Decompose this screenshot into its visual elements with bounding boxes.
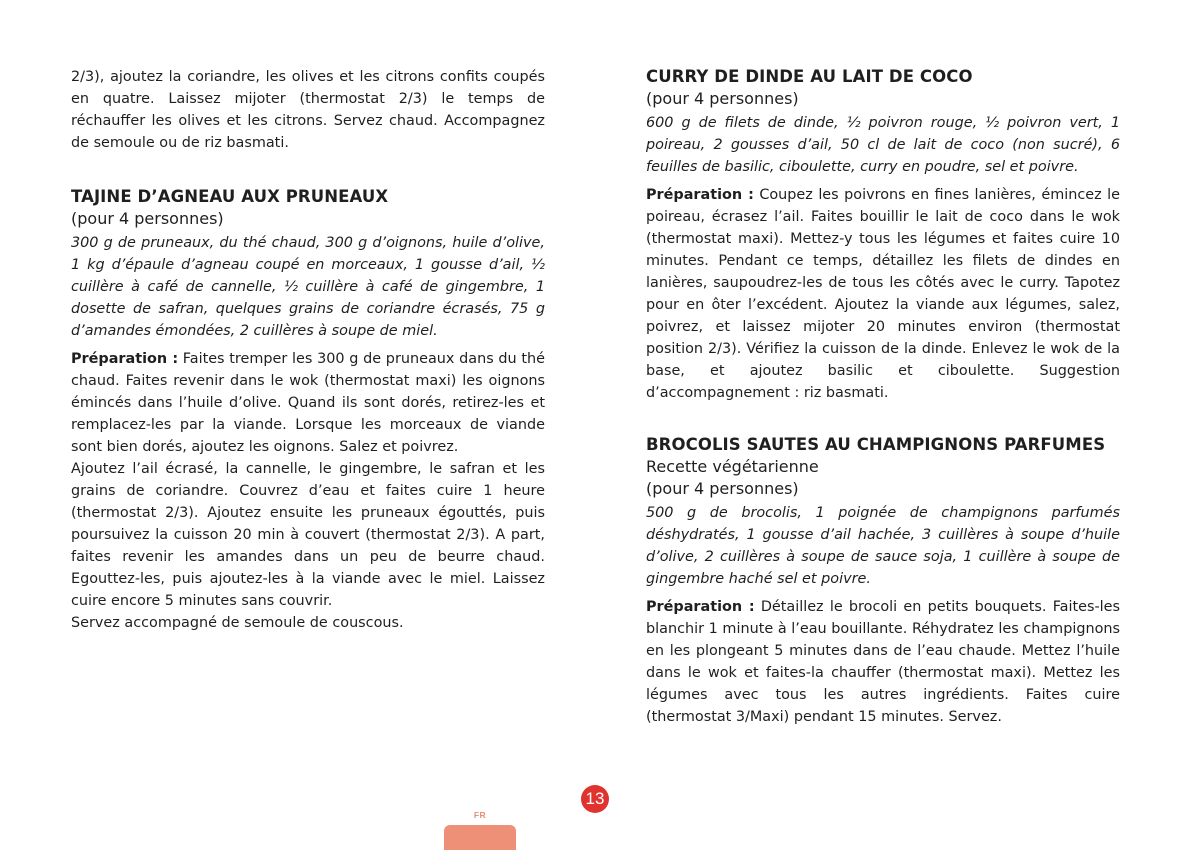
preparation-text: Coupez les poivrons en fines lanières, émincez le poireau, écrasez l’ail. Faites bouillir le lait de coco dans le wok (thermostat maxi). Mettez-y tous les légumes et faites cuire 10 minutes. Pendant ce temps, détaillez les filets de dindes en lanières, saupoudrez-les de tous les côtés avec le curry. Tapotez pour en ôter l’excédent. Ajoutez la viande aux légumes, salez, poivrez, et laissez mijoter 20 minutes environ (thermostat position 2/3). Vérifiez la cuisson de la dinde. Enlevez le wok de la base, et ajoutez basilic et ciboulette. Suggestion d’accompagnement : riz basmati. bbox=[646, 187, 1120, 401]
recipe-curry bbox=[646, 66, 1120, 404]
preparation-text: Détaillez le brocoli en petits bouquets. Faites-les blanchir 1 minute à l’eau bouillante. Réhydratez les champignons en les plongeant 5 minutes dans de l’eau chaude. Mettez l’huile dans le wok et faites-la chauffer (thermostat maxi). Mettez les légumes avec tous les autres ingrédients. Faites cuire (thermostat 3/Maxi) pendant 15 minutes. Servez. bbox=[646, 599, 1121, 725]
recipe-ingredients: 600 g de filets de dinde, ½ poivron rouge, ½ poivron vert, 1 poireau, 2 gousses d’ail, 50 cl de lait de coco (non sucré), 6 feuilles de basilic, ciboulette, curry en poudre, sel et poivre. bbox=[646, 115, 1120, 175]
preparation-label: Préparation : bbox=[646, 187, 754, 203]
recipe-title: BROCOLIS SAUTES AU CHAMPIGNONS PARFUMES bbox=[646, 435, 1106, 454]
recipe-ingredients: 500 g de brocolis, 1 poignée de champignons parfumés déshydratés, 1 gousse d’ail hachée, 3 cuillères à soupe d’huile d’olive, 2 cuillères à soupe de sauce soja, 1 cuillère à soupe de gingembre haché sel et poivre. bbox=[646, 505, 1120, 587]
recipe-title: CURRY DE DINDE AU LAIT DE COCO bbox=[646, 67, 973, 86]
preparation-label: Préparation : bbox=[71, 351, 179, 367]
right-column bbox=[646, 66, 1120, 758]
recipe-serving-note: Servez accompagné de semoule de couscous. bbox=[71, 615, 404, 631]
recipe-preparation bbox=[646, 184, 1120, 404]
left-column bbox=[71, 66, 545, 664]
recipe-ingredients: 300 g de pruneaux, du thé chaud, 300 g d’oignons, huile d’olive, 1 kg d’épaule d’agneau coupé en morceaux, 1 gousse d’ail, ½ cuillère à café de cannelle, ½ cuillère à café de gingembre, 1 dosette de safran, quelques grains de coriandre écrasés, 75 g d’amandes émondées, 2 cuillères à soupe de miel. bbox=[71, 235, 545, 339]
preparation-text: Faites tremper les 300 g de pruneaux dans du thé chaud. Faites revenir dans le wok (thermostat maxi) les oignons émincés dans l’huile d’olive. Quand ils sont dorés, retirez-les et remplacez-les par la viande. Lorsque les morceaux de viande sont bien dorés, ajoutez les oignons. Salez et poivrez. bbox=[71, 351, 545, 455]
preparation-label: Préparation : bbox=[646, 599, 755, 615]
recipe-preparation bbox=[646, 596, 1120, 728]
intro-paragraph: 2/3), ajoutez la coriandre, les olives et les citrons confits coupés en quatre. Laissez mijoter (thermostat 2/3) le temps de réchauffer les olives et les citrons. Servez chaud. Accompagnez de semoule ou de riz basmati. bbox=[71, 69, 545, 151]
language-tab bbox=[444, 825, 516, 850]
recipe-brocolis bbox=[646, 434, 1120, 728]
recipe-title: TAJINE D’AGNEAU AUX PRUNEAUX bbox=[71, 187, 389, 206]
language-label: FR bbox=[473, 810, 487, 820]
recipe-servings: (pour 4 personnes) bbox=[646, 479, 799, 498]
recipe-subtitle: Recette végétarienne bbox=[646, 457, 819, 476]
recipe-preparation-continued: Ajoutez l’ail écrasé, la cannelle, le gingembre, le safran et les grains de coriandre. Couvrez d’eau et faites cuire 1 heure (thermostat 2/3). Ajoutez ensuite les pruneaux égouttés, puis poursuivez la cuisson 20 min à couvert (thermostat 2/3). A part, faites revenir les amandes dans un peu de beurre chaud. Egouttez-les, puis ajoutez-les à la viande avec le miel. Laissez cuire encore 5 minutes sans couvrir. bbox=[71, 461, 545, 609]
page-number-badge: 13 bbox=[581, 785, 609, 813]
recipe-preparation bbox=[71, 348, 545, 458]
recipe-tajine bbox=[71, 186, 545, 634]
recipe-servings: (pour 4 personnes) bbox=[71, 209, 224, 228]
recipe-servings: (pour 4 personnes) bbox=[646, 89, 799, 108]
